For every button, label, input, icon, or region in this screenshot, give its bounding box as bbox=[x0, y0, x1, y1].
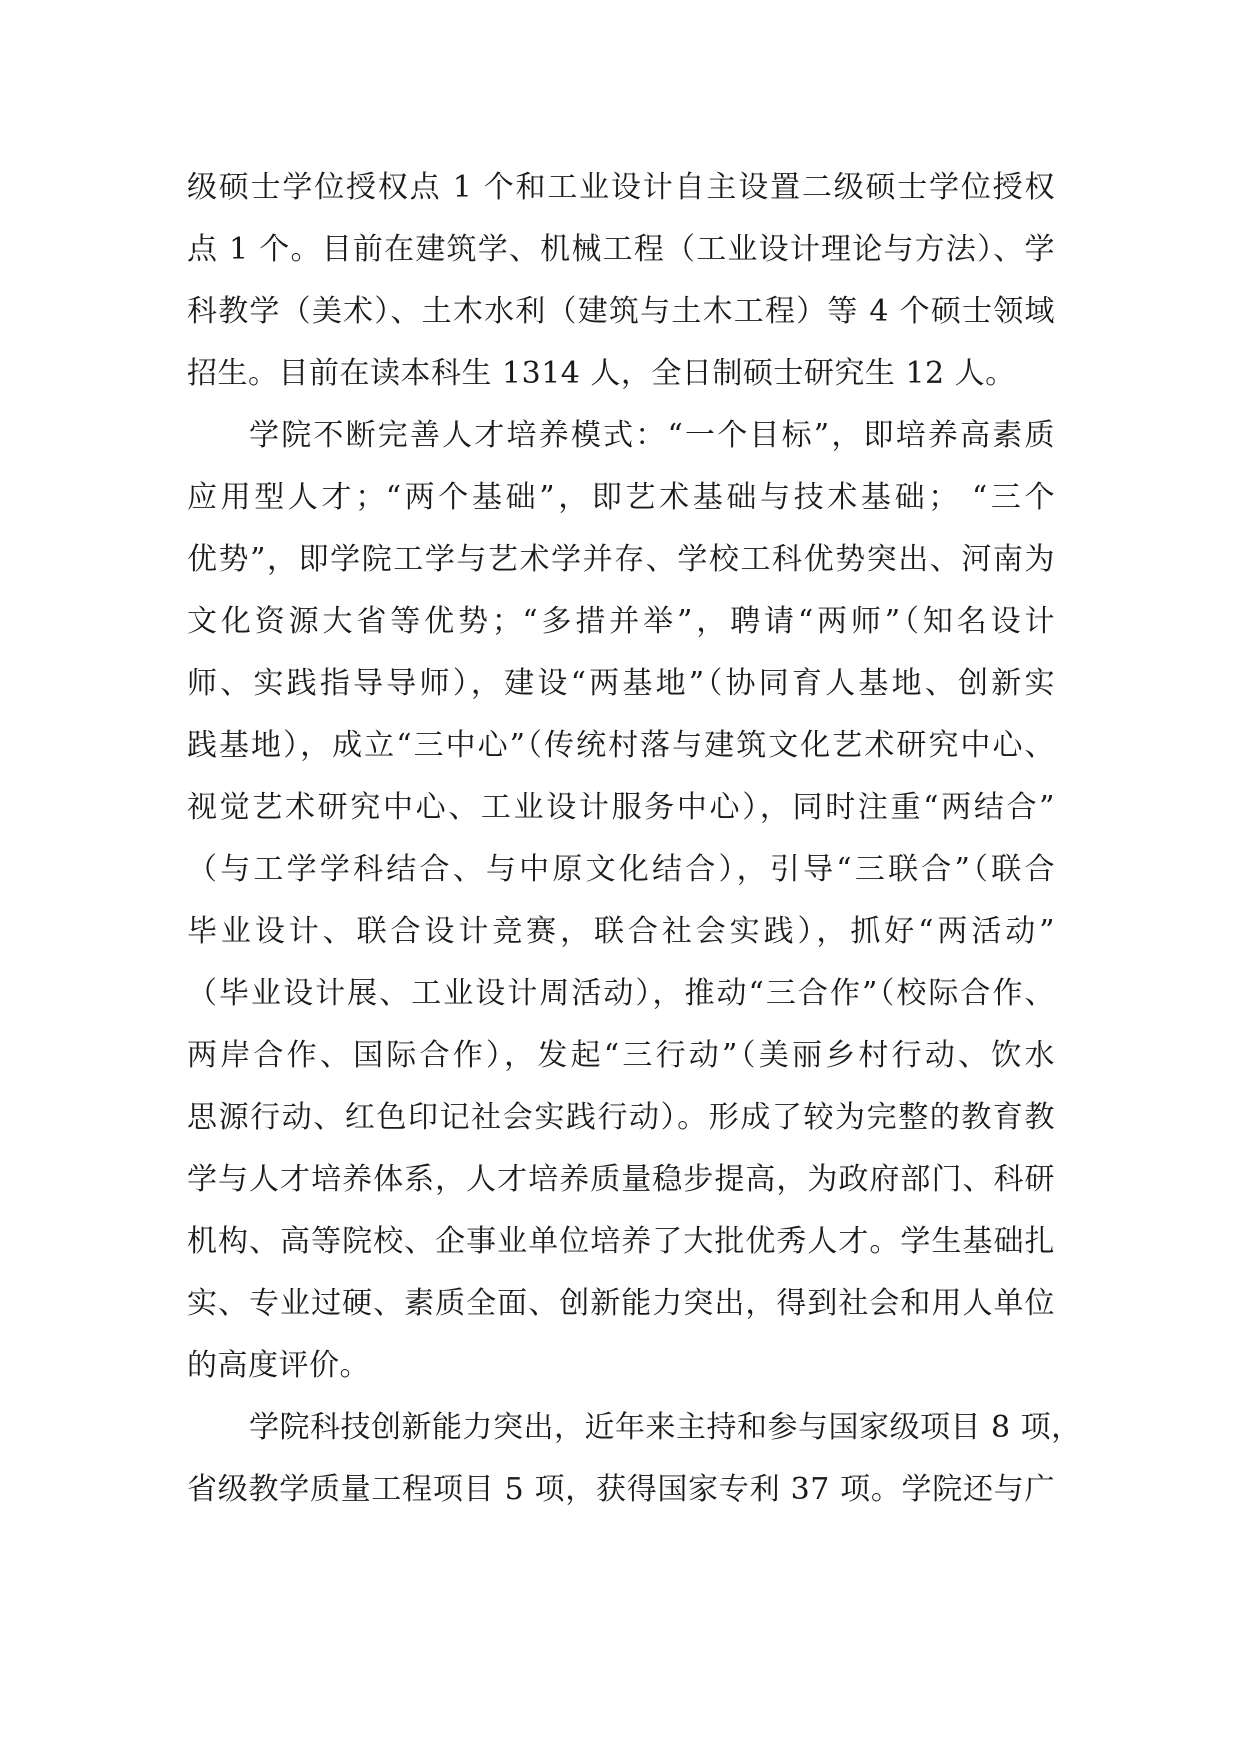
text-line: 省级教学质量工程项目 5 项，获得国家专利 37 项。学院还与广 bbox=[187, 1472, 1055, 1507]
text-line: 科教学（美术）、土木水利（建筑与土木工程）等 4 个硕士领域 bbox=[187, 294, 1055, 329]
text-line: 实、专业过硬、素质全面、创新能力突出，得到社会和用人单位 bbox=[187, 1286, 1055, 1321]
text-line: 应用型人才；“两个基础”，即艺术基础与技术基础； “三个 bbox=[187, 480, 1055, 515]
text-line: 两岸合作、国际合作），发起“三行动”（美丽乡村行动、饮水 bbox=[187, 1038, 1055, 1073]
text-line: 学院科技创新能力突出，近年来主持和参与国家级项目 8 项， bbox=[249, 1410, 1082, 1445]
text-line: 思源行动、红色印记社会实践行动）。形成了较为完整的教育教 bbox=[187, 1100, 1055, 1135]
text-line: 级硕士学位授权点 1 个和工业设计自主设置二级硕士学位授权 bbox=[187, 170, 1055, 205]
text-line: 师、实践指导导师），建设“两基地”（协同育人基地、创新实 bbox=[187, 666, 1055, 701]
text-line: （毕业设计展、工业设计周活动），推动“三合作”（校际合作、 bbox=[187, 976, 1055, 1011]
text-line: （与工学学科结合、与中原文化结合），引导“三联合”（联合 bbox=[187, 852, 1055, 887]
text-line: 践基地），成立“三中心”（传统村落与建筑文化艺术研究中心、 bbox=[187, 728, 1055, 763]
text-line: 文化资源大省等优势；“多措并举”，聘请“两师”（知名设计 bbox=[187, 604, 1055, 639]
text-line: 的高度评价。 bbox=[187, 1348, 370, 1383]
text-line: 招生。目前在读本科生 1314 人，全日制硕士研究生 12 人。 bbox=[187, 356, 1016, 391]
text-line: 毕业设计、联合设计竞赛，联合社会实践），抓好“两活动” bbox=[187, 914, 1055, 949]
paragraph-degree-programs bbox=[187, 157, 1055, 405]
text-line: 机构、高等院校、企事业单位培养了大批优秀人才。学生基础扎 bbox=[187, 1224, 1055, 1259]
text-line: 优势”，即学院工学与艺术学并存、学校工科优势突出、河南为 bbox=[187, 542, 1055, 577]
body-text bbox=[187, 157, 1082, 1521]
paragraph-research bbox=[187, 1397, 1082, 1521]
text-line: 点 1 个。目前在建筑学、机械工程（工业设计理论与方法）、学 bbox=[187, 232, 1055, 267]
text-line: 学院不断完善人才培养模式：“一个目标”，即培养高素质 bbox=[249, 418, 1055, 453]
paragraph-training-model bbox=[187, 405, 1055, 1397]
text-line: 学与人才培养体系，人才培养质量稳步提高，为政府部门、科研 bbox=[187, 1162, 1055, 1197]
text-line: 视觉艺术研究中心、工业设计服务中心），同时注重“两结合” bbox=[187, 790, 1055, 825]
